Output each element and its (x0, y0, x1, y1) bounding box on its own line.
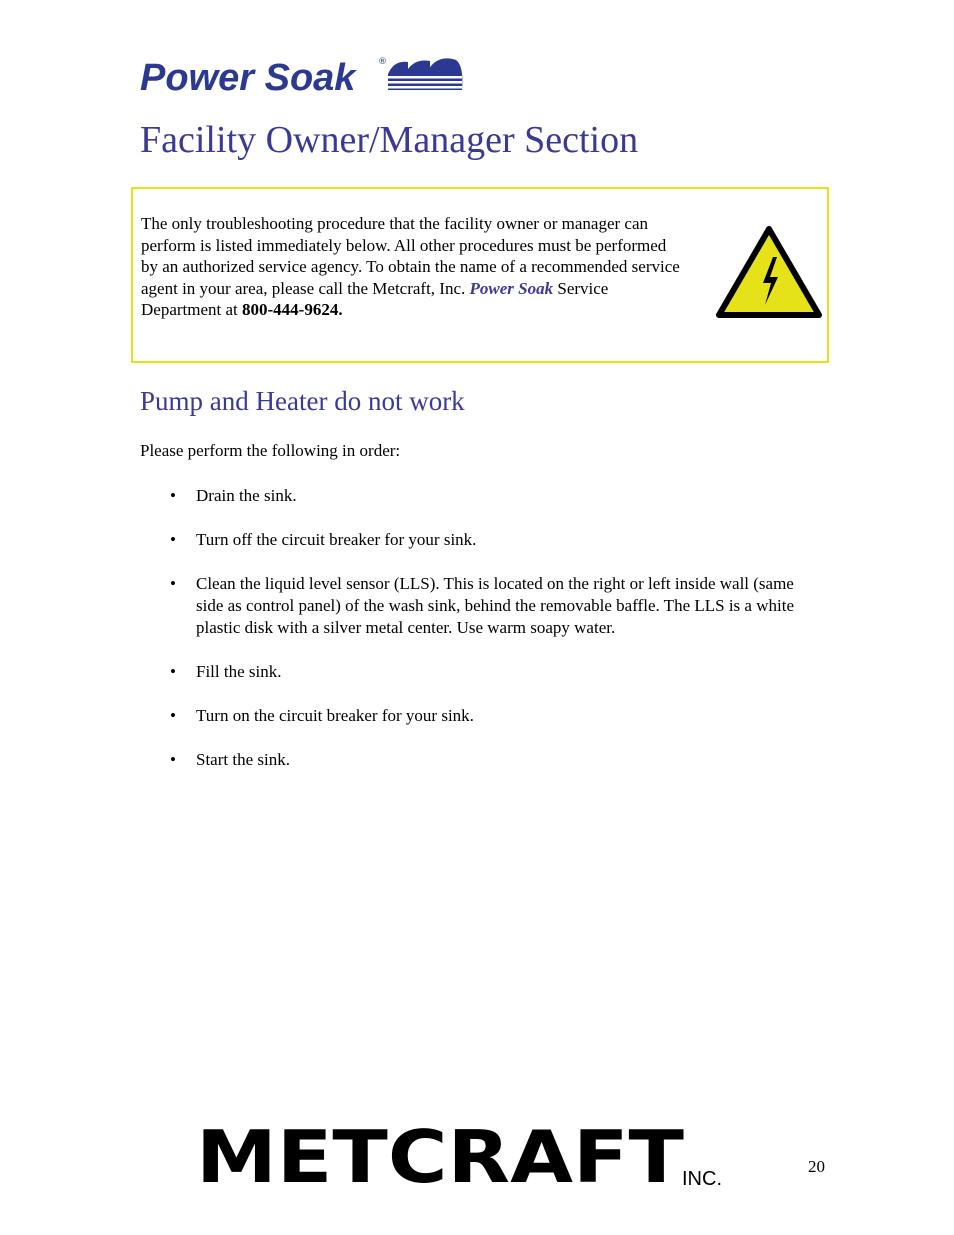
bullet: • (170, 750, 176, 770)
bullet: • (170, 662, 176, 682)
electrical-hazard-icon (715, 225, 823, 323)
page-title: Facility Owner/Manager Section (140, 119, 639, 161)
brand-name: Power Soak (469, 278, 554, 298)
step-list (140, 485, 820, 794)
list-item: • Turn on the circuit breaker for your sink. (170, 706, 474, 726)
metcraft-logo (196, 1120, 736, 1190)
page-number: 20 (808, 1157, 825, 1176)
power-soak-logo (138, 52, 468, 98)
wave-mark-icon (388, 58, 462, 90)
service-phone: 800-444-9624. (242, 300, 343, 319)
intro-text: Please perform the following in order: (140, 441, 401, 460)
svg-text:INC.: INC. (682, 1168, 722, 1190)
svg-text:METCRAFT: METCRAFT (196, 1120, 684, 1190)
bullet: • (170, 530, 176, 550)
warning-box (131, 187, 829, 363)
bullet: • (170, 706, 176, 726)
svg-text:®: ® (378, 57, 387, 67)
bullet: • (170, 486, 176, 505)
list-item: • Start the sink. (170, 750, 290, 770)
warning-text: The only troubleshooting procedure that the facility owner or manager can perform is listed immediately below. All other procedures must be performed by an authorized service agency. To obtain the name of a recommended service agent in your area, please call the Metcraft, Inc. Power Soak Service Department at 800-444-9624. (141, 214, 680, 319)
bullet: • (170, 574, 176, 594)
section-heading: Pump and Heater do not work (140, 386, 465, 416)
list-item: • Fill the sink. (170, 662, 282, 682)
list-item: • Turn off the circuit breaker for your sink. (170, 530, 477, 550)
list-item: • Clean the liquid level sensor (LLS). This is located on the right or left inside wall (same side as control panel) of the wash sink, behind the removable baffle. The LLS is a white plastic disk with a silver metal center. Use warm soapy water. (170, 574, 794, 637)
list-item: • Drain the sink. (170, 486, 297, 505)
svg-text:Power Soak: Power Soak (140, 57, 356, 98)
